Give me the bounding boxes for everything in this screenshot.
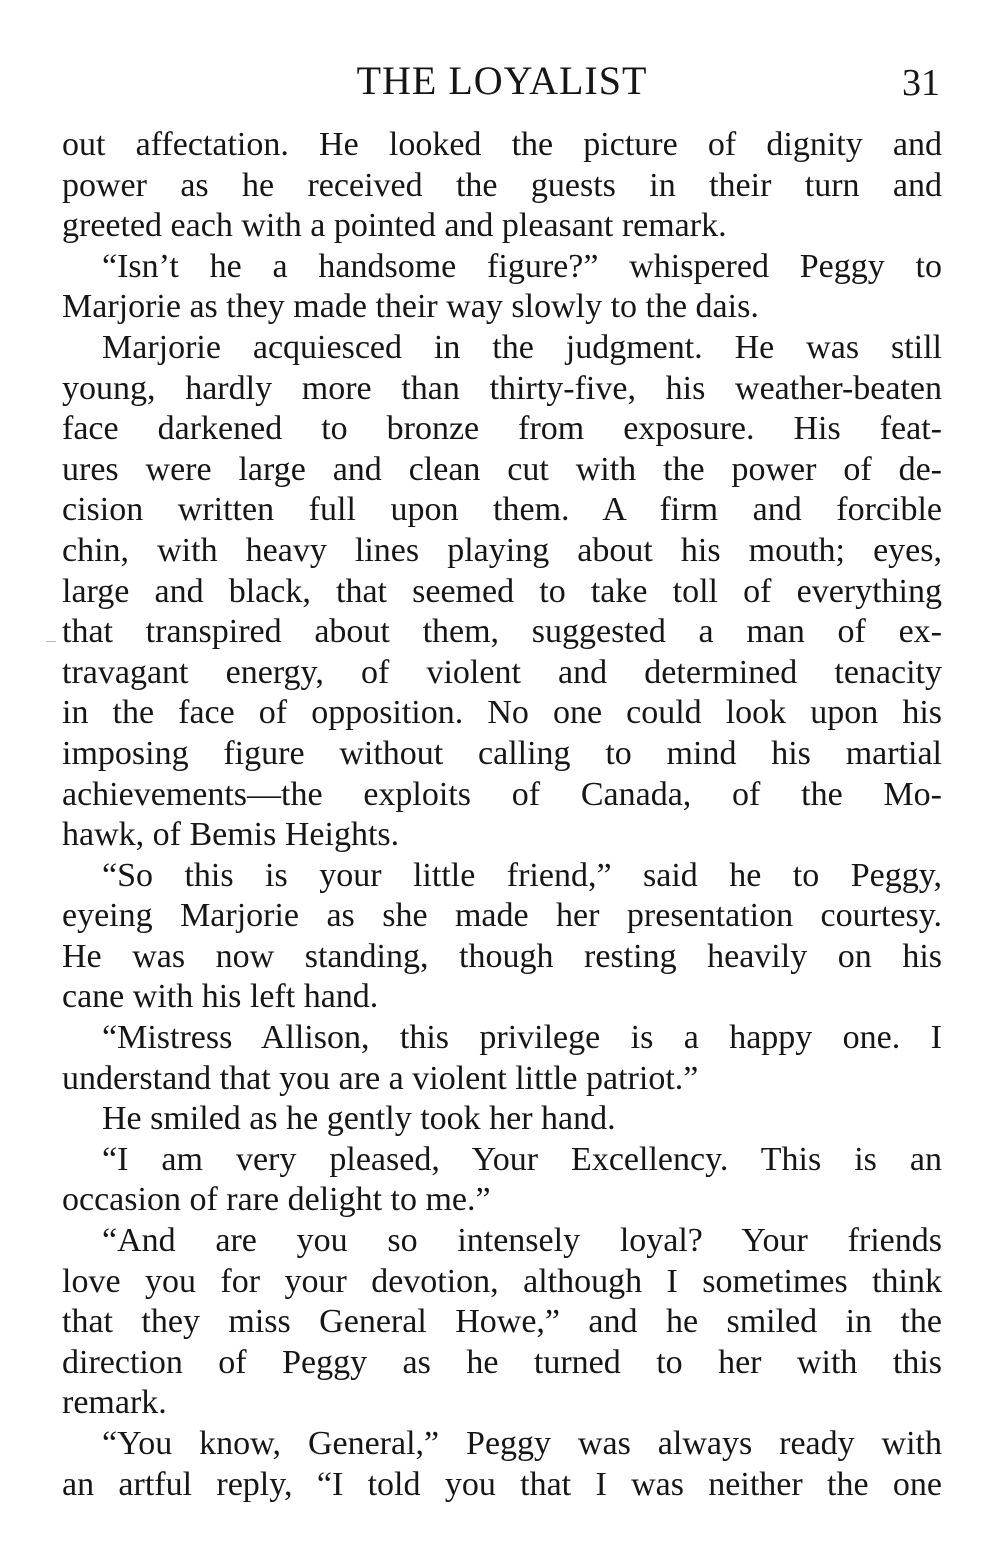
text-line: understand that you are a violent little patriot.” (62, 1059, 699, 1097)
text-line: “So this is your little friend,” said he to Peggy, (102, 856, 942, 894)
running-title: THE LOYALIST (356, 58, 648, 103)
text-line: imposing figure without calling to mind his martial (62, 734, 942, 772)
text-line: an artful reply, “I told you that I was neither the one (62, 1465, 942, 1503)
text-line: out affectation. He looked the picture of dignity and (62, 126, 942, 163)
text-line: cane with his left hand. (62, 978, 379, 1016)
text-line: “Mistress Allison, this privilege is a happy one. I (102, 1019, 942, 1057)
text-line: love you for your devotion, although I sometimes think (62, 1262, 942, 1300)
text-line: He was now standing, though resting heavily on his (62, 937, 942, 975)
text-line: Marjorie acquiesced in the judgment. He was still (102, 328, 942, 366)
text-line: that they miss General Howe,” and he smiled in the (62, 1303, 942, 1341)
text-line: greeted each with a pointed and pleasant remark. (62, 207, 727, 245)
text-line: power as he received the guests in their turn and (62, 166, 942, 204)
text-line: that transpired about them, suggested a man of ex- (62, 613, 942, 651)
text-line: direction of Peggy as he turned to her with this (62, 1343, 942, 1381)
text-line: “Isn’t he a handsome figure?” whispered Peggy to (102, 247, 942, 285)
text-line: young, hardly more than thirty-five, his weather-beaten (62, 369, 942, 407)
text-line: travagant energy, of violent and determined tenacity (62, 653, 942, 691)
text-line: large and black, that seemed to take toll of everything (62, 572, 942, 610)
text-line: “I am very pleased, Your Excellency. This is an (102, 1140, 942, 1178)
text-line: chin, with heavy lines playing about his mouth; eyes, (62, 531, 942, 569)
text-line: achievements—the exploits of Canada, of the Mo- (62, 775, 942, 813)
text-line: in the face of opposition. No one could look upon his (62, 694, 942, 732)
text-line: He smiled as he gently took her hand. (102, 1100, 616, 1138)
text-line: ures were large and clean cut with the power of de- (62, 450, 942, 488)
running-head (62, 56, 942, 106)
text-line: remark. (62, 1384, 167, 1422)
text-line: Marjorie as they made their way slowly to the dais. (62, 288, 759, 326)
text-line: hawk, of Bemis Heights. (62, 816, 400, 854)
text-line: occasion of rare delight to me.” (62, 1181, 491, 1219)
text-line: cision written full upon them. A firm and forcible (62, 491, 942, 529)
body-text (62, 125, 942, 1505)
text-line: “You know, General,” Peggy was always ready with (102, 1425, 942, 1462)
page-number: 31 (902, 62, 940, 104)
text-line: eyeing Marjorie as she made her presentation courtesy. (62, 897, 942, 935)
text-line: “And are you so intensely loyal? Your friends (102, 1222, 942, 1260)
margin-mark (46, 641, 56, 642)
text-line: face darkened to bronze from exposure. His feat- (62, 410, 942, 448)
